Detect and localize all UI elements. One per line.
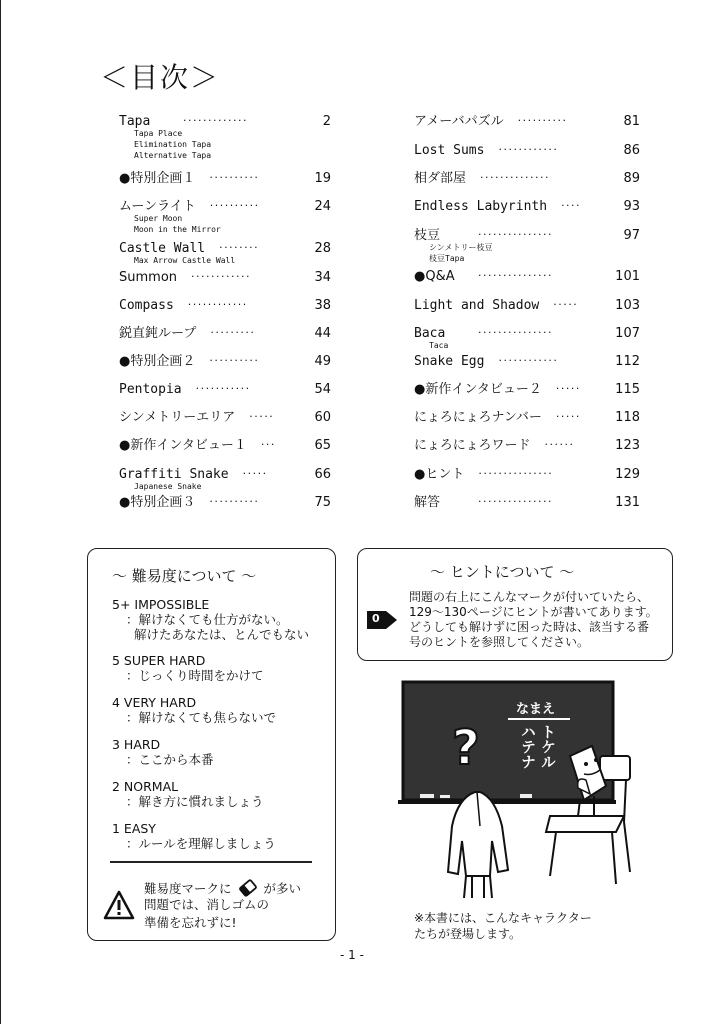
toc-subentry: Max Arrow Castle Wall — [134, 256, 236, 265]
difficulty-level-desc: ：解き方に慣れましょう — [126, 794, 264, 809]
toc-right-entry[interactable] — [414, 143, 640, 158]
toc-leader-dots: ············ — [191, 270, 251, 283]
toc-right-entry[interactable] — [414, 199, 640, 214]
toc-left-entry[interactable] — [119, 438, 331, 453]
toc-entry-label: Snake Egg — [414, 354, 485, 369]
toc-left-entry[interactable] — [119, 410, 331, 425]
toc-entry-label: Pentopia — [119, 382, 182, 397]
toc-entry-page: 103 — [615, 298, 640, 313]
toc-leader-dots: ·········· — [209, 495, 260, 508]
caption-line-2: たちが登場します。 — [414, 927, 522, 941]
toc-leader-dots: ··············· — [478, 269, 553, 282]
difficulty-heading: ～ 難易度について ～ — [112, 567, 257, 585]
toc-left-entry[interactable] — [119, 495, 331, 510]
hint-text-4: 号のヒントを参照してください。 — [409, 635, 590, 649]
difficulty-level-desc: ：ここから本番 — [126, 752, 214, 767]
hint-text-3: どうしても解けずに困った時は、該当する番 — [409, 620, 650, 634]
toc-entry-page: 65 — [314, 438, 331, 453]
toc-leader-dots: ········ — [219, 241, 260, 254]
difficulty-box — [87, 548, 336, 941]
caption-line-1: ※本書には、こんなキャラクター — [414, 911, 592, 925]
toc-entry-label: Summon — [119, 270, 178, 285]
toc-left-entry[interactable] — [119, 270, 331, 285]
toc-entry-label: ●特別企画３ — [119, 495, 196, 510]
difficulty-level-name: 5+ IMPOSSIBLE — [112, 597, 210, 612]
toc-subentry: Alternative Tapa — [134, 151, 212, 160]
toc-leader-dots: ···· — [561, 199, 582, 212]
toc-entry-page: 81 — [623, 114, 640, 129]
toc-leader-dots: ····· — [555, 410, 581, 423]
warning-icon — [102, 889, 136, 921]
toc-entry-label: 相ダ部屋 — [414, 171, 467, 186]
toc-leader-dots: ············· — [183, 114, 248, 127]
toc-leader-dots: ········· — [210, 326, 256, 339]
toc-subentry: Tapa Place — [134, 129, 183, 138]
toc-entry-page: 66 — [314, 467, 331, 482]
toc-entry-label: 鋭直鈍ループ — [119, 326, 197, 341]
toc-right-entry[interactable] — [414, 354, 640, 369]
toc-entry-page: 115 — [615, 382, 640, 397]
toc-left-entry[interactable] — [119, 114, 331, 129]
question-mark-head: ? — [452, 720, 480, 776]
toc-leader-dots: ············ — [498, 354, 559, 367]
hint-text-1: 問題の右上にこんなマークが付いていたら、 — [409, 590, 650, 604]
toc-leader-dots: ·········· — [209, 199, 260, 212]
eraser-icon — [238, 879, 258, 897]
divider — [110, 861, 312, 863]
toc-entry-page: 34 — [314, 270, 331, 285]
toc-right-entry[interactable] — [414, 326, 640, 341]
hint-text-2: 129～130ページにヒントが書いてあります。 — [409, 605, 658, 619]
page-title: ＜目次＞ — [100, 61, 221, 94]
toc-leader-dots: ··············· — [478, 467, 554, 480]
toc-entry-label: ●ヒント — [414, 467, 465, 482]
toc-right-entry[interactable] — [414, 228, 640, 243]
toc-entry-page: 131 — [615, 495, 640, 510]
toc-entry-label: Baca — [414, 326, 446, 341]
difficulty-level-name: 3 HARD — [112, 737, 161, 752]
toc-entry-page: 101 — [615, 269, 640, 284]
toc-entry-page: 44 — [314, 326, 331, 341]
toc-entry-page: 2 — [322, 114, 331, 129]
toc-entry-page: 75 — [314, 495, 331, 510]
toc-entry-page: 93 — [623, 199, 640, 214]
hint-mark-number: 0 — [372, 612, 380, 625]
toc-leader-dots: ··············· — [478, 228, 553, 241]
toc-entry-label: シンメトリーエリア — [119, 410, 236, 425]
toc-entry-label: アメーバパズル — [414, 114, 504, 129]
board-name-hatena: ハテナ — [519, 724, 537, 769]
board-label: なまえ — [516, 702, 556, 717]
difficulty-level-desc: 解けたあなたは、とんでもない — [134, 627, 310, 642]
toc-leader-dots: ····· — [555, 382, 581, 395]
toc-entry-label: Castle Wall — [119, 241, 206, 256]
hint-mark-icon — [366, 609, 398, 631]
toc-leader-dots: ··········· — [195, 382, 251, 395]
toc-entry-page: 28 — [314, 241, 331, 256]
toc-leader-dots: ··············· — [478, 495, 553, 508]
toc-subentry: Elimination Tapa — [134, 140, 212, 149]
toc-entry-page: 97 — [623, 228, 640, 243]
toc-subentry: Super Moon — [134, 214, 183, 223]
toc-leader-dots: ······ — [544, 438, 575, 451]
toc-leader-dots: ············ — [498, 143, 559, 156]
toc-left-entry[interactable] — [119, 298, 331, 313]
toc-entry-page: 60 — [314, 410, 331, 425]
toc-entry-label: ムーンライト — [119, 199, 196, 214]
toc-right-entry[interactable] — [414, 298, 640, 313]
character-illustration — [380, 676, 640, 904]
difficulty-level — [112, 821, 276, 851]
toc-entry-label: 枝豆 — [414, 228, 441, 243]
toc-right-entry[interactable] — [414, 114, 640, 129]
warning-line-3: 準備を忘れずに! — [144, 915, 237, 930]
hint-heading: ～ ヒントについて ～ — [430, 563, 575, 581]
difficulty-level-name: 1 EASY — [112, 821, 156, 836]
page-number: - 1 - — [340, 948, 364, 962]
toc-entry-label: Tapa — [119, 114, 151, 129]
toc-right-entry[interactable] — [414, 438, 640, 453]
toc-entry-page: 86 — [623, 143, 640, 158]
toc-entry-page: 38 — [314, 298, 331, 313]
toc-entry-page: 24 — [314, 199, 331, 214]
page-left-border — [0, 0, 1, 1024]
difficulty-level-desc: ：ルールを理解しましょう — [126, 836, 276, 851]
toc-entry-label: ●新作インタビュー１ — [119, 438, 247, 453]
difficulty-level-desc: ：じっくり時間をかけて — [126, 668, 264, 683]
toc-subentry: Japanese Snake — [134, 482, 202, 491]
toc-right-entry[interactable] — [414, 171, 640, 186]
toc-right-entry[interactable] — [414, 269, 640, 284]
toc-entry-label: Compass — [119, 298, 174, 313]
hint-box — [357, 548, 673, 661]
toc-leader-dots: ··············· — [478, 326, 553, 339]
toc-entry-page: 49 — [314, 354, 331, 369]
toc-entry-label: にょろにょろワード — [414, 438, 531, 453]
toc-subentry: Taca — [429, 341, 449, 350]
toc-entry-page: 89 — [623, 171, 640, 186]
warning-line-1: 難易度マークに が多い — [144, 881, 301, 896]
toc-entry-label: ●Q&A — [414, 269, 455, 284]
toc-leader-dots: ····· — [553, 298, 579, 311]
toc-leader-dots: ·········· — [209, 354, 260, 367]
toc-left-entry[interactable] — [119, 326, 331, 341]
toc-leader-dots: ····· — [242, 467, 268, 480]
toc-right-entry[interactable] — [414, 495, 640, 510]
toc-entry-page: 107 — [615, 326, 640, 341]
toc-subentry: 枝豆Tapa — [429, 254, 465, 263]
toc-right-entry[interactable] — [414, 410, 640, 425]
toc-left-entry[interactable] — [119, 467, 331, 482]
toc-leader-dots: ············ — [187, 298, 248, 311]
toc-entry-page: 118 — [615, 410, 640, 425]
toc-leader-dots: ·········· — [209, 171, 260, 184]
toc-left-entry[interactable] — [119, 354, 331, 369]
difficulty-level-name: 4 VERY HARD — [112, 695, 197, 710]
toc-left-entry[interactable] — [119, 199, 331, 214]
toc-entry-label: Graffiti Snake — [119, 467, 229, 482]
toc-leader-dots: ····· — [249, 410, 275, 423]
difficulty-level-desc: ：解けなくても焦らないで — [126, 710, 277, 725]
toc-subentry: Moon in the Mirror — [134, 225, 221, 234]
warning-line-2: 問題では、消しゴムの — [144, 897, 270, 912]
board-name-tokeru: トケル — [539, 724, 557, 769]
toc-left-entry[interactable] — [119, 382, 331, 397]
difficulty-level — [112, 653, 264, 683]
toc-entry-label: Light and Shadow — [414, 298, 540, 313]
difficulty-level-name: 2 NORMAL — [112, 779, 179, 794]
difficulty-level — [112, 737, 214, 767]
toc-entry-label: にょろにょろナンバー — [414, 410, 542, 425]
difficulty-level — [112, 597, 309, 642]
toc-leader-dots: ·········· — [517, 114, 568, 127]
difficulty-level-name: 5 SUPER HARD — [112, 653, 206, 668]
toc-subentry: シンメトリー枝豆 — [429, 243, 493, 252]
toc-entry-label: ●特別企画２ — [119, 354, 196, 369]
difficulty-level — [112, 695, 276, 725]
toc-leader-dots: ··· — [260, 438, 276, 451]
toc-entry-label: ●特別企画１ — [119, 171, 196, 186]
difficulty-level-desc: ：解けなくても仕方がない。 — [126, 612, 289, 627]
toc-left-entry[interactable] — [119, 171, 331, 186]
toc-entry-label: ●新作インタビュー２ — [414, 382, 542, 397]
toc-entry-label: 解答 — [414, 495, 441, 510]
toc-entry-page: 54 — [314, 382, 331, 397]
toc-entry-label: Lost Sums — [414, 143, 485, 158]
difficulty-level — [112, 779, 264, 809]
board-underline — [508, 718, 570, 720]
toc-entry-label: Endless Labyrinth — [414, 199, 548, 214]
toc-entry-page: 19 — [314, 171, 331, 186]
toc-right-entry[interactable] — [414, 467, 640, 482]
toc-right-entry[interactable] — [414, 382, 640, 397]
toc-left-entry[interactable] — [119, 241, 331, 256]
toc-entry-page: 123 — [615, 438, 640, 453]
toc-entry-page: 112 — [615, 354, 640, 369]
toc-leader-dots: ·············· — [480, 171, 550, 184]
toc-entry-page: 129 — [615, 467, 640, 482]
